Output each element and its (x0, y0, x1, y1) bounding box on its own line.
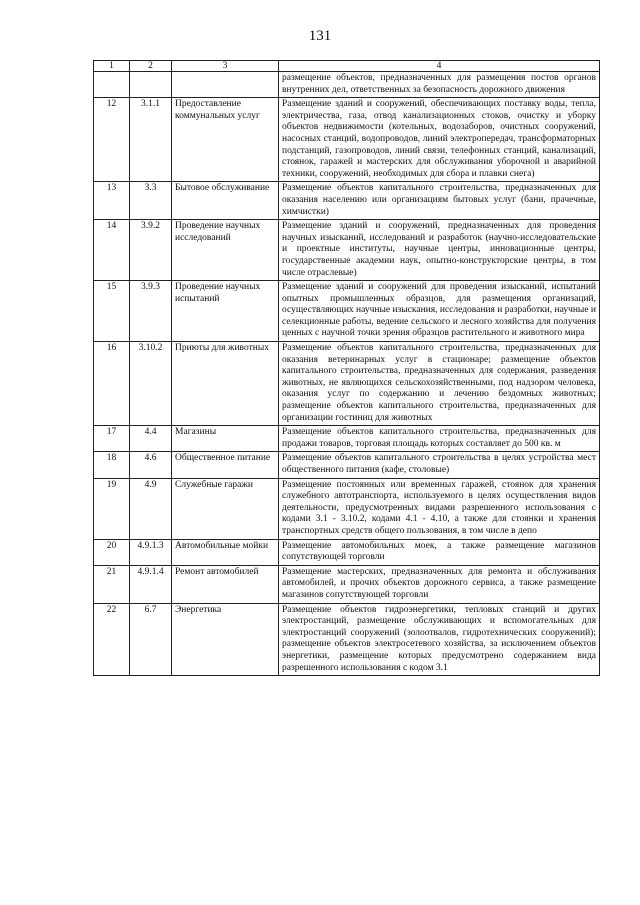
column-header: 4 (279, 61, 600, 72)
row-description-cell: Размещение объектов капитального строительства в целях устройства мест общественного питания (кафе, столовые) (279, 452, 600, 478)
table-row (94, 603, 600, 676)
row-code-cell: 4.6 (130, 452, 172, 478)
row-name-cell: Бытовое обслуживание (172, 182, 279, 220)
row-description-cell: Размещение объектов капитального строительства, предназначенных для оказания ветеринарных услуг в стационаре; размещение объектов капитального строительства, предназначенных для содержания, разведения животных, не являющихся сельскохозяйственными, под надзором человека, оказания услуг по содержанию и лечению бездомных животных; размещение объектов капитального строительства, предназначенных для организации гостиниц для животных (279, 342, 600, 426)
row-name-cell (172, 72, 279, 98)
table-row (94, 342, 600, 426)
row-code-cell: 3.10.2 (130, 342, 172, 426)
row-number-cell (94, 72, 130, 98)
row-code-cell: 3.1.1 (130, 98, 172, 182)
land-use-table (93, 60, 600, 676)
table-row (94, 98, 600, 182)
row-number-cell: 13 (94, 182, 130, 220)
row-description-cell: Размещение объектов капитального строительства, предназначенных для продажи товаров, торговая площадь которых составляет до 500 кв. м (279, 426, 600, 452)
row-description-cell: Размещение мастерских, предназначенных для ремонта и обслуживания автомобилей, и прочих объектов дорожного сервиса, а также размещение магазинов сопутствующей торговли (279, 565, 600, 603)
row-description-cell: Размещение зданий и сооружений для проведения изысканий, испытаний опытных промышленных образцов, для размещения организаций, осуществляющих научные изыскания, исследования и разработки, научные и селекционные работы, ведение сельского и лесного хозяйства для получения ценных с научной точки зрения образцов растительного и животного мира (279, 281, 600, 342)
table-row (94, 426, 600, 452)
column-header: 2 (130, 61, 172, 72)
row-code-cell: 4.9.1.4 (130, 565, 172, 603)
row-number-cell: 16 (94, 342, 130, 426)
row-number-cell: 22 (94, 603, 130, 676)
row-description-cell: Размещение зданий и сооружений, обеспечивающих поставку воды, тепла, электричества, газа, отвод канализационных стоков, очистку и уборку объектов недвижимости (котельных, водозаборов, очистных сооружений, насосных станций, водопроводов, линий электропередач, трансформаторных подстанций, газопроводов, линий связи, телефонных станций, канализаций, стоянок, гаражей и мастерских для обслуживания уборочной и аварийной техники, сооружений, необходимых для сбора и плавки снега) (279, 98, 600, 182)
row-name-cell: Магазины (172, 426, 279, 452)
table-header-row (94, 61, 600, 72)
table-row (94, 452, 600, 478)
table-body (94, 72, 600, 676)
row-code-cell (130, 72, 172, 98)
table-row (94, 281, 600, 342)
table-row (94, 72, 600, 98)
row-name-cell: Служебные гаражи (172, 478, 279, 539)
row-code-cell: 4.9 (130, 478, 172, 539)
page-number: 131 (308, 28, 332, 44)
row-description-cell: размещение объектов, предназначенных для размещения постов органов внутренних дел, ответственных за безопасность дорожного движения (279, 72, 600, 98)
row-description-cell: Размещение объектов капитального строительства, предназначенных для оказания населению или организациям бытовых услуг (бани, прачечные, химчистки) (279, 182, 600, 220)
row-description-cell: Размещение объектов гидроэнергетики, тепловых станций и других электростанций, размещение обслуживающих и вспомогательных для электростанций сооружений (золоотвалов, гидротехнических сооружений); размещение объектов электросетевого хозяйства, за исключением объектов энергетики, размещение которых предусмотрено содержанием вида разрешенного использования с кодом 3.1 (279, 603, 600, 676)
row-name-cell: Приюты для животных (172, 342, 279, 426)
row-name-cell: Предоставление коммунальных услуг (172, 98, 279, 182)
row-code-cell: 3.9.3 (130, 281, 172, 342)
row-name-cell: Энергетика (172, 603, 279, 676)
row-code-cell: 6.7 (130, 603, 172, 676)
table-row (94, 539, 600, 565)
row-name-cell: Ремонт автомобилей (172, 565, 279, 603)
row-number-cell: 15 (94, 281, 130, 342)
table-row (94, 182, 600, 220)
row-number-cell: 18 (94, 452, 130, 478)
row-name-cell: Автомобильные мойки (172, 539, 279, 565)
row-code-cell: 4.9.1.3 (130, 539, 172, 565)
row-code-cell: 3.9.2 (130, 220, 172, 281)
row-code-cell: 4.4 (130, 426, 172, 452)
row-description-cell: Размещение зданий и сооружений, предназначенных для проведения научных изысканий, исследований и разработок (научно-исследовательские и проектные институты, научные центры, инновационные центры, государственные академии наук, опытно-конструкторские центры, в том числе отраслевые) (279, 220, 600, 281)
column-header: 3 (172, 61, 279, 72)
row-number-cell: 12 (94, 98, 130, 182)
table-row (94, 478, 600, 539)
row-code-cell: 3.3 (130, 182, 172, 220)
row-description-cell: Размещение постоянных или временных гаражей, стоянок для хранения служебного автотранспорта, используемого в целях осуществления видов деятельности, предусмотренных видами разрешенного использования с кодами 3.1 - 3.10.2, кодами 4.1 - 4.10, а также для стоянки и хранения транспортных средств общего пользования, в том числе в депо (279, 478, 600, 539)
column-header: 1 (94, 61, 130, 72)
row-number-cell: 14 (94, 220, 130, 281)
row-number-cell: 17 (94, 426, 130, 452)
table-row (94, 565, 600, 603)
row-number-cell: 21 (94, 565, 130, 603)
row-name-cell: Проведение научных исследований (172, 220, 279, 281)
row-description-cell: Размещение автомобильных моек, а также размещение магазинов сопутствующей торговли (279, 539, 600, 565)
table-row (94, 220, 600, 281)
row-number-cell: 20 (94, 539, 130, 565)
row-name-cell: Общественное питание (172, 452, 279, 478)
row-name-cell: Проведение научных испытаний (172, 281, 279, 342)
row-number-cell: 19 (94, 478, 130, 539)
